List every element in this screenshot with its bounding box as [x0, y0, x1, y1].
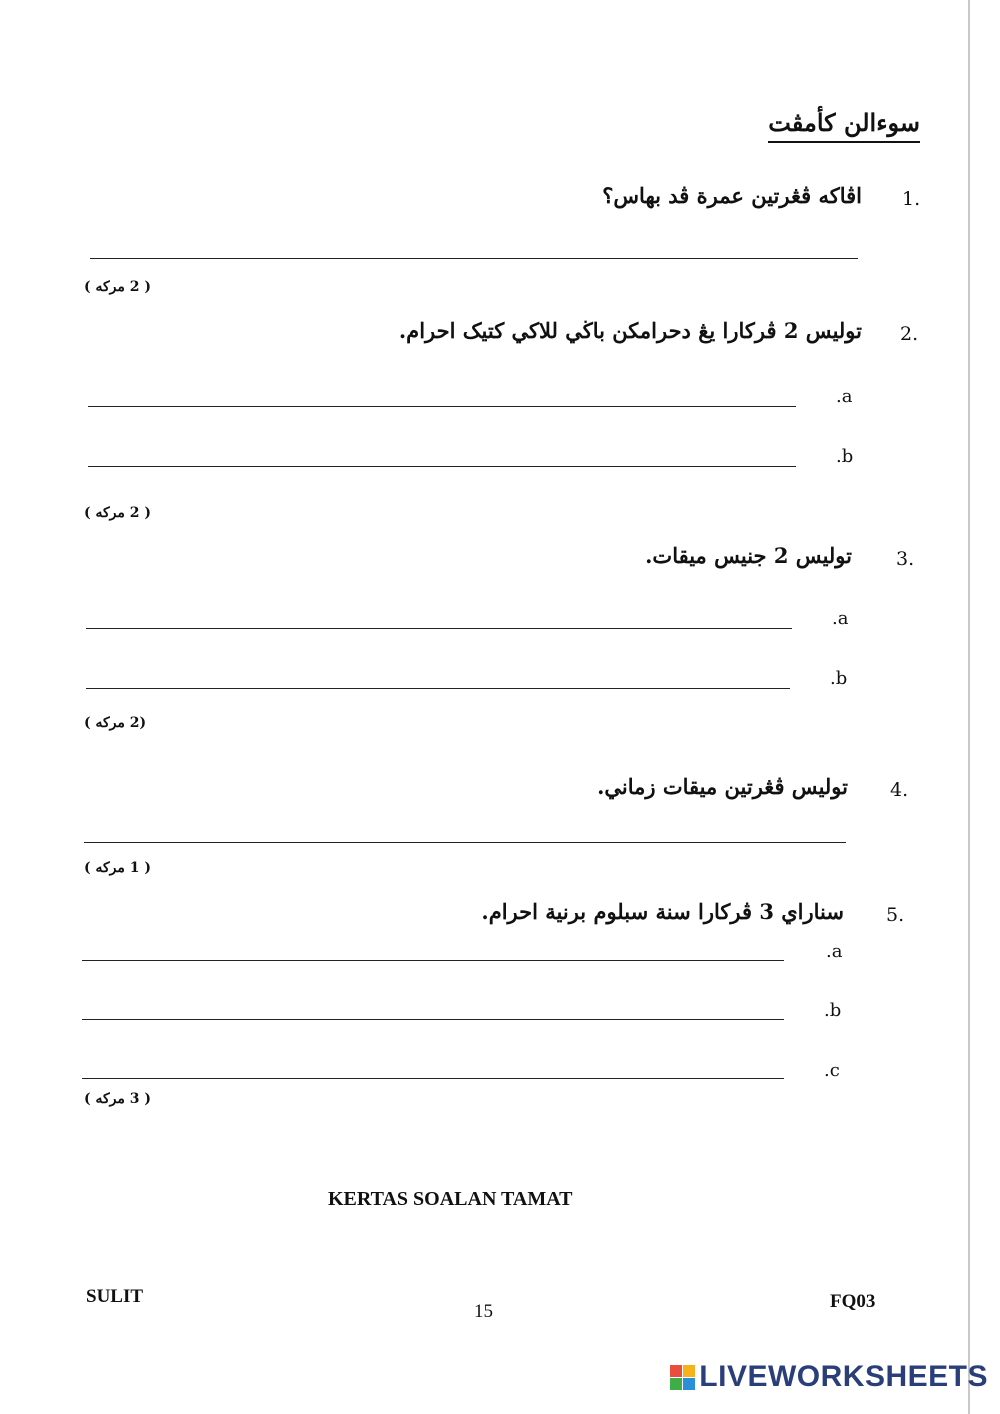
question-4-text: توليس ڤڠرتين ميقات زماني.	[597, 774, 848, 799]
section-title: سوءالن كأمڤت	[768, 108, 920, 143]
answer-line[interactable]	[82, 1078, 784, 1079]
brand-name: LIVEWORKSHEETS	[699, 1360, 988, 1393]
question-5-sub-a: .a	[826, 941, 843, 962]
answer-line[interactable]	[82, 1019, 784, 1020]
question-4-marks: ( 1 مركه )	[84, 860, 152, 876]
answer-line[interactable]	[88, 466, 796, 467]
question-3-marks: (2 مركه )	[84, 715, 147, 731]
footer-code: FQ03	[830, 1291, 876, 1312]
question-1-marks: ( 2 مركه )	[84, 279, 152, 295]
answer-line[interactable]	[90, 258, 858, 259]
answer-line[interactable]	[82, 960, 784, 961]
answer-line[interactable]	[84, 842, 846, 843]
end-of-paper-text: KERTAS SOALAN TAMAT	[328, 1188, 573, 1210]
answer-line[interactable]	[86, 628, 792, 629]
liveworksheets-logo	[670, 1360, 988, 1394]
question-2-sub-b: .b	[836, 446, 854, 467]
question-5-sub-c: .c	[824, 1060, 840, 1081]
answer-line[interactable]	[88, 406, 796, 407]
question-5-number: 5.	[886, 904, 905, 926]
liveworksheets-icon	[670, 1365, 695, 1390]
question-5-marks: ( 3 مركه )	[84, 1091, 152, 1107]
page-number: 15	[474, 1301, 493, 1322]
question-3-sub-b: .b	[830, 668, 848, 689]
answer-line[interactable]	[86, 688, 790, 689]
question-2-marks: ( 2 مركه )	[84, 505, 152, 521]
question-3-text: توليس 2 جنيس ميقات.	[645, 543, 852, 568]
question-4-number: 4.	[890, 779, 909, 801]
question-1-number: 1.	[902, 188, 921, 210]
question-5-text: سناراي 3 ڤركارا سنة سبلوم برنية احرام.	[481, 899, 844, 924]
question-3-number: 3.	[896, 548, 915, 570]
question-2-number: 2.	[900, 323, 919, 345]
footer-sulit: SULIT	[86, 1286, 144, 1307]
question-5-sub-b: .b	[824, 1000, 842, 1021]
question-3-sub-a: .a	[832, 608, 849, 629]
page-edge-line	[968, 0, 970, 1414]
question-2-text: توليس 2 ڤركارا يڠ دحرامكن باڬي للاكي كتيک احرام.	[398, 318, 862, 343]
question-1-text: اڤاكه ڤڠرتين عمرة ڤد بهاس؟	[602, 183, 862, 208]
question-2-sub-a: .a	[836, 386, 853, 407]
